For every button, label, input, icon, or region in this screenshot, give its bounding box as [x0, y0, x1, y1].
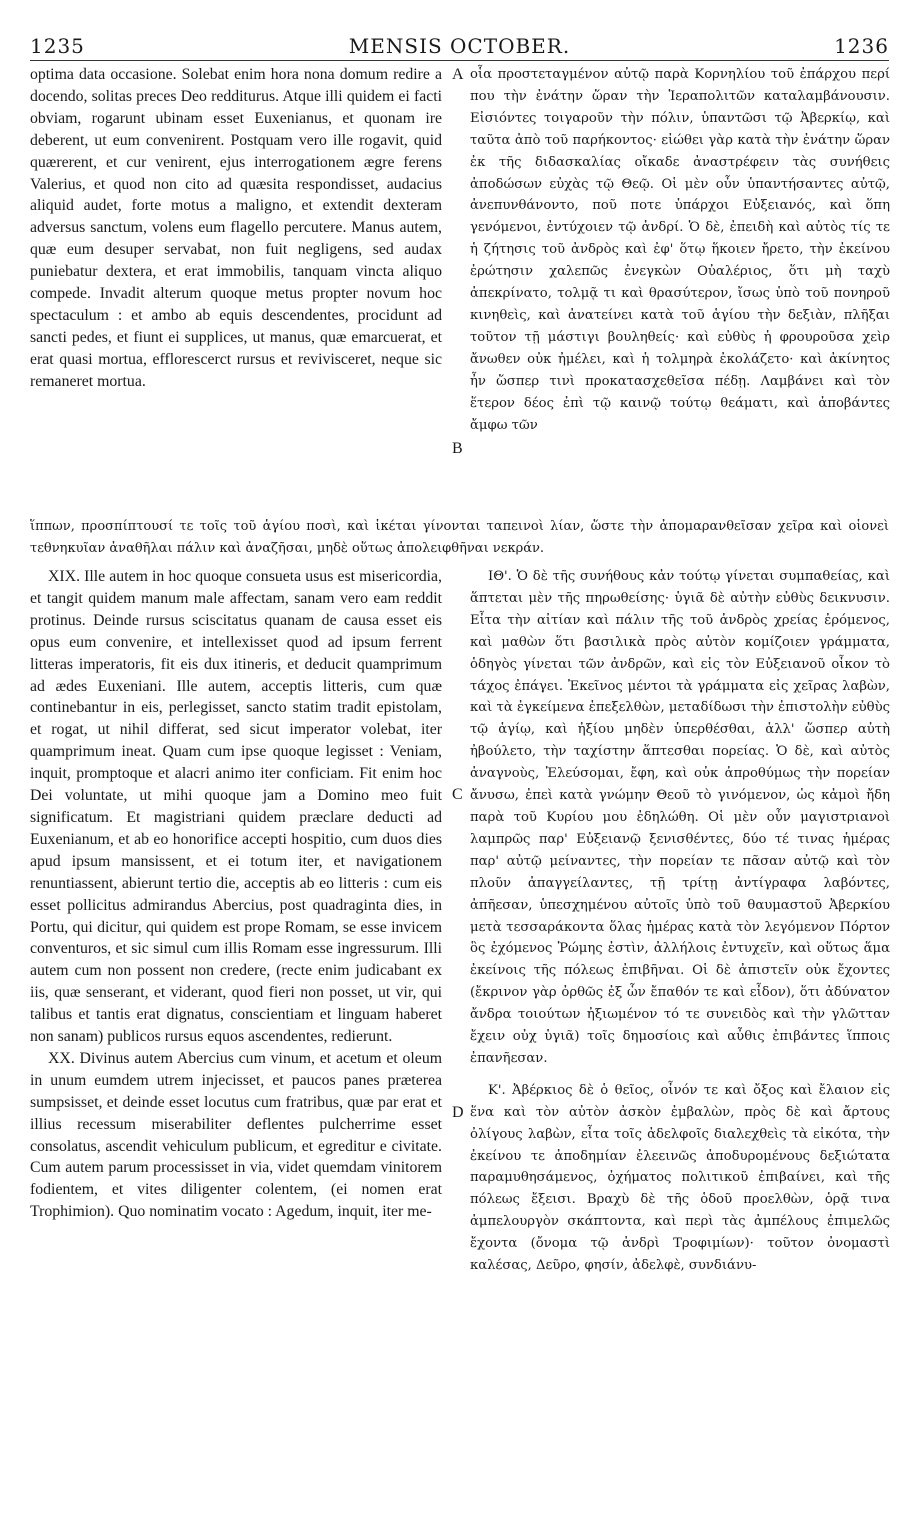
greek-column-block2	[470, 566, 890, 1534]
greek-section-20: Κ'. Ἀβέρκιος δὲ ὁ θεῖος, οἶνόν τε καὶ ὄξος καὶ ἔλαιον εἰς ἕνα καὶ τὸν αὐτὸν ἀσκὸν ἐμβαλὼν, πρὸς δὲ καὶ ἄρτους ὀλίγους λαβὼν, εἶτα τοῖς ἀδελφοῖς διαλεχθεὶς τὰ εἰκότα, τὴν ἐκείνου τε ἀποδημίαν ἐλεεινῶς ἀποδυρομένους δεξιώτατα παραμυθησάμενος, ὀχήματος πολιτικοῦ ἐπιβαίνει, καὶ τῆς πόλεως ἔξεισι. Βραχὺ δὲ τῆς ὁδοῦ προελθὼν, ὁρᾷ τινα ἀμπελουργὸν σκάπτοντα, καὶ περὶ τὰς ἀμπέλους ἐπιμελῶς ἔχοντα (ὄνομα τῷ ἀνδρὶ Τροφιμίων)· τοῦτον ὀνομαστὶ καλέσας, Δεῦρο, φησίν, ἀδελφὲ, συνδιάνυ-	[470, 1082, 890, 1274]
running-title: MENSIS OCTOBER.	[348, 34, 571, 58]
running-header	[30, 34, 889, 58]
latin-column-block2	[30, 566, 442, 1534]
latin-paragraph: optima data occasione. Solebat enim hora nona domum redire a docendo, solitas preces Deo redditurus. Atque illi quidem ei facti obviam, rogarunt ubinam esset Euxenianus, et quonam ire deberent, ut eum convenirent. Postquam vero ille rogavit, quid quærerent, et cur venirent, ejus interrogationem ægre ferens Valerius, et quod non cito ad quæsita respondisset, audacius aliquid audet, forte motus a maligno, et extendit dexteram adversus sanctum, volens eum flagello percutere. Manus autem, quæ eum desuper servabat, non fuit negligens, sed audax puniebatur dextera, et erat immobilis, tanquam vincta aliquo compede. Invadit alterum quoque metus propter novum hoc spectaculum : et ambo ab equis descendentes, procidunt ad sancti pedes, et fiunt ei supplices, ut manus, quæ emarcuerat, et erat quasi mortua, efflorescerct rursus et revivisceret, neque sic remaneret mortua.	[30, 66, 442, 390]
header-rule	[30, 60, 889, 61]
greek-column-block1	[470, 64, 890, 516]
greek-paragraph: οἷα προστεταγμένον αὐτῷ παρὰ Κορνηλίου τοῦ ἐπάρχου περί που τὴν ἐνάτην ὥραν τὴν Ἱεραπολιτῶν καταλαμβάνουσιν. Εἰσιόντες τοιγαροῦν τὴν πόλιν, ὑπαντῶσι τῷ Ἀβερκίῳ, καὶ ταῦτα ἀπὸ τοῦ παρήκοντος· εἰώθει γὰρ κατὰ τὴν ἐνάτην ὥραν ἐκ τῆς διδασκαλίας οἴκαδε ἀναστρέφειν τὰς συνήθεις ἀποδώσων εὐχὰς τῷ Θεῷ. Οἱ μὲν οὖν ὑπαντήσαντες αὐτῷ, ἀνεπυνθάνοντο, ποῦ ποτε ὑπάρχοι Εὐξειανός, καὶ ὅπη γενόμενοι, ἐντύχοιεν τῷ ἀνδρί. Ὁ δὲ, ἐπειδὴ καὶ αὐτὸς τίς τε ἡ ζήτησις τοῦ ἀνδρὸς καὶ ἐφ' ὅτῳ ἥκοιεν ἤρετο, τὴν ἐκείνου ἐρώτησιν χαλεπῶς ἐνεγκὼν Οὐαλέριος, ὅτι μὴ ταχὺ ἀπεκρίνατο, τολμᾷ τι καὶ θρασύτερον, ἴσως ὑπὸ τοῦ πονηροῦ κινηθεὶς, καὶ ἀνατείνει κατὰ τοῦ ἁγίου τὴν δεξιὰν, πλῆξαι τοῦτον τῇ μάστιγι βουληθείς· καὶ εὐθὺς ἡ φρουροῦσα χεὶρ ἄνωθεν οὐκ ἠμέλει, καὶ ἡ τολμηρὰ ἐκολάζετο· καὶ ἀκίνητος ἦν ὥσπερ τινὶ προκατασχεθεῖσα πέδῃ. Λαμβάνει καὶ τὸν ἕτερον δέος ἐπὶ τῷ καινῷ τούτῳ θεάματι, καὶ ἀποβάντες ἄμφω τῶν	[470, 67, 890, 433]
margin-letter-d: D	[452, 1104, 464, 1121]
greek-section-19: ΙΘ'. Ὁ δὲ τῆς συνήθους κἀν τούτῳ γίνεται συμπαθείας, καὶ ἅπτεται μὲν τῆς πηρωθείσης· ὑγιᾶ δὲ αὐτὴν εὐθὺς δεικνυσιν. Εἶτα τὴν αἰτίαν καὶ πάλιν τῆς τοῦ ἀνδρὸς χρείας ἐρόμενος, καὶ μαθὼν ὅτι βασιλικὰ πρὸς αὐτὸν κομίζοιεν γράμματα, ὁδηγὸς γίνεται τῶν ἀνδρῶν, καὶ εἰς τὸν Εὐξειανοῦ οἶκον τὸ τάχος ἐπάγει. Ἐκεῖνος μέντοι τὰ γράμματα εἰς χεῖρας λαβὼν, καὶ τὰ ἐγκείμενα ἐπεξελθὼν, μεταδίδωσι τὴν ἐπιστολὴν εὐθὺς τῷ ἁγίῳ, καὶ ἠξίου μηδὲν ὑπερθέσθαι, ἀλλ' ὥσπερ αὐτὴ ἠβούλετο, τὴν ταχίστην ἅπτεσθαι πορείας. Ὁ δὲ, καὶ αὐτὸς ἀναγνοὺς, Ἐλεύσομαι, ἔφη, καὶ οὐκ ἀπροθύμως τὴν πορείαν ἄνυσω, ἐπεὶ κατὰ γνώμην Θεοῦ τὸ γινόμενον, ὡς κἀμοὶ ἤδη παρὰ τοῦ Κυρίου μου ἐδηλώθη. Οἱ μὲν οὖν μαγιστριανοὶ λαμπρῶς παρ' Εὐξειανῷ ξενισθέντες, δύο τέ τινας ἡμέρας παρ' αὐτῷ μείναντες, τὴν πορείαν τε πᾶσαν αὐτῷ καὶ τὸν πλοῦν ἀπαγγείλαντες, τῇ τρίτῃ ἀντίγραφα λαβόντες, ἀπῆεσαν, ὑπεσχημένου αὐτοῖς ὑπὸ τοῦ θαυμαστοῦ Ἀβερκίου μετὰ τεσσαράκοντα ὅλας ἡμέρας κατὰ τὸν λεγόμενον Πόρτον ὃς ἐχόμενος Ῥώμης ἐστὶν, ἀλλήλοις ἐντυχεῖν, καὶ οὕτως ἅμα ἐκείνοις τῆς πόλεως ἐπιβῆναι. Οἱ δὲ ἀπιστεῖν οὐκ ἔχοντες (ἔκρινον γὰρ ὀρθῶς ἐξ ὧν ἔπαθόν τε καὶ εἶδον), ὅτι ἀδύνατον ἄνδρα τοιούτων ἠξιωμένον τό τε συνειδὸς καὶ τὴν γλῶτταν ἔχειν οὐχ ὑγιᾶ) τοῖς δημοσίοις καὶ αὖθις ἐπιβάντες ἵπποις ἐπανῆεσαν.	[470, 569, 890, 1066]
margin-letter-c: C	[452, 786, 463, 803]
latin-section-20: XX. Divinus autem Abercius cum vinum, et acetum et oleum in unum eumdem utrem injecisset, et paucos panes præterea sumpsisset, et deinde esset locutus cum fratribus, quæ par erat et illius recessum miserabiliter deflentes pulcherrime esset consolatus, ascendit vehiculum publicum, et egreditur e civitate. Cum autem parum processisset in via, videt quemdam vinitorem fodientem, et vites diligenter colentem, (ei nomen erat Trophimion). Quo nominatim vocato : Agedum, inquit, iter me-	[30, 1049, 442, 1221]
page-number-left: 1235	[30, 34, 85, 58]
page-number-right: 1236	[834, 34, 889, 58]
latin-section-19: XIX. Ille autem in hoc quoque consueta usus est misericordia, et tangit quidem manum male affectam, sanam vero eam reddit protinus. Deinde rursus sciscitatus quanam de causa esset eis opus eum convenire, et intellexisset quod ad ipsum ferrent litteras imperatoris, fit eis dux itineris, et deducit quamprimum ad ædes Euxeniani. Ille autem, acceptis litteris, cum quæ continebantur in eis, perlegisset, sancto statim tradit epistolam, et rogat, ut nihil differat, sed sicut imperator volebat, iter quamprimum ineat. Quam cum ipse quoque legisset : Veniam, inquit, promptoque et alacri animo iter conficiam. Fit enim hoc Dei voluntate, ut mihi quoque jam a Domino meo fuit significatum. Et magistriani quidem præclare deducti ad Euxenianum, et ab eo honorifice accepti hospitio, cum duos dies apud ipsum mansissent, et ei totum iter, et navigationem renuntiassent, abierunt tertio die, acceptis ab eo litteris : cum eis esset pollicitus admirandus Abercius, post quadraginta dies, in Portu, qui dicitur, qui quidem est prope Romam, se esse invicem conventuros, et sic simul cum illis Romam esse ingressurum. Illi autem cum non possent non credere, (recte enim judicabant ex iis, quæ senserant, et viderant, quod fieri non posset, ut vir, qui talibus et tantis erat dignatus, conscientiam et linguam haberet non sanam) publicos rursus equos ascendentes, redierunt.	[30, 568, 442, 1046]
greek-fullwidth-line: ἵππων, προσπίπτουσί τε τοῖς τοῦ ἁγίου ποσὶ, καὶ ἱκέται γίνονται ταπεινοὶ λίαν, ὥστε τὴν ἀπομαρανθεῖσαν χεῖρα καὶ οἱονεὶ τεθνηκυῖαν ἀναθῆλαι πάλιν καὶ ἀναζῆσαι, μηδὲ οὕτως ἀπολειφθῆναι νεκράν.	[30, 519, 889, 556]
latin-column-block1	[30, 64, 442, 516]
margin-letter-a: A	[452, 66, 464, 83]
margin-letter-b: B	[452, 440, 463, 457]
